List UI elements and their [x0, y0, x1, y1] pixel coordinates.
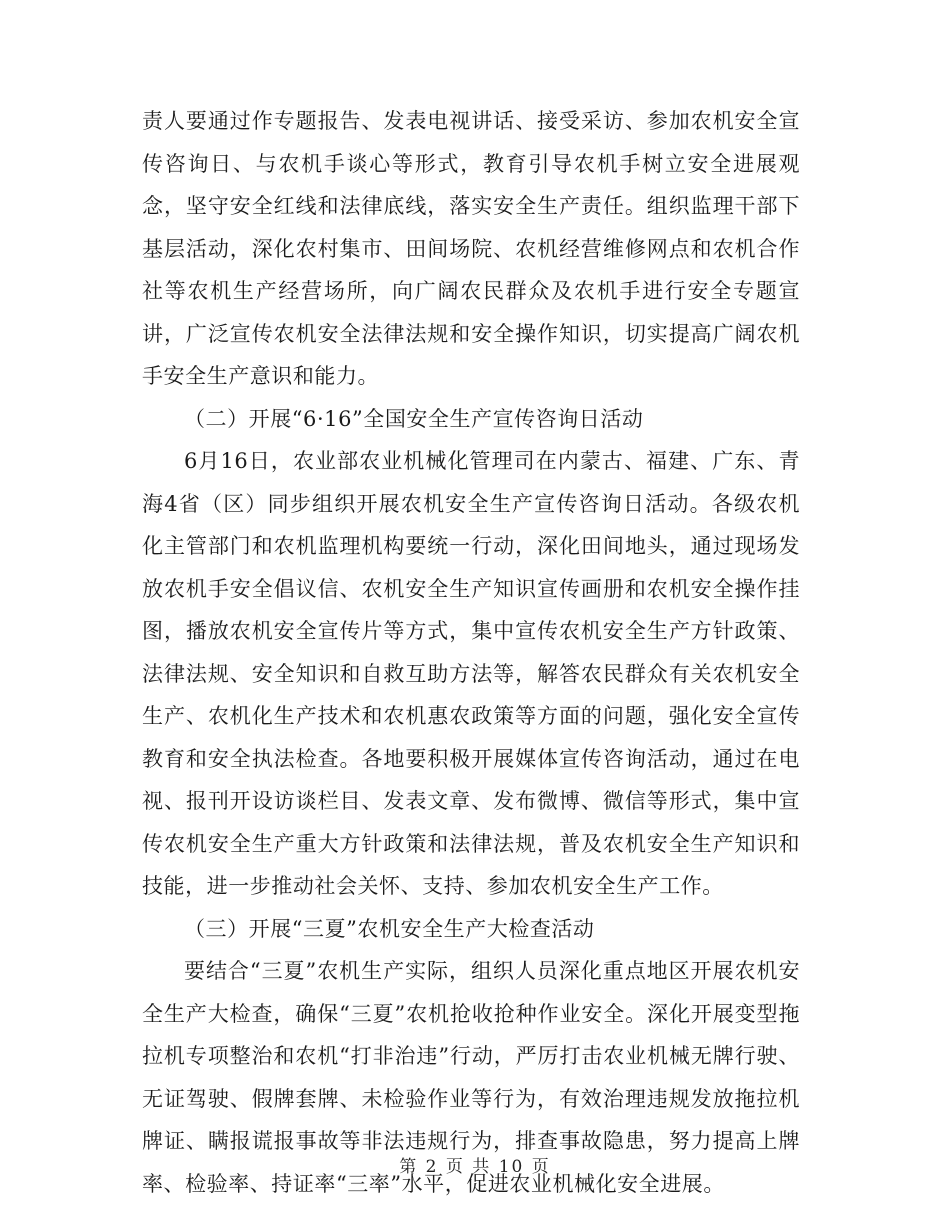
body-paragraph: 要结合“三夏”农机生产实际，组织人员深化重点地区开展农机安全生产大检查，确保“三夏”农机抢收抢种作业安全。深化开展变型拖拉机专项整治和农机“打非治违”行动，严厉打击农业机械无牌行驶、无证驾驶、假牌套牌、未检验作业等行为，有效治理违规发放拖拉机牌证、瞒报谎报事故等非法违规行为，排查事故隐患，努力提高上牌率、检验率、持证率“三率”水平，促进农业机械化安全进展。	[142, 959, 800, 1196]
document-body	[142, 100, 800, 1205]
body-paragraph: 责人要通过作专题报告、发表电视讲话、接受采访、参加农机安全宣传咨询日、与农机手谈心等形式，教育引导农机手树立安全进展观念，坚守安全红线和法律底线，落实安全生产责任。组织监理干部下基层活动，深化农村集市、田间场院、农机经营维修网点和农机合作社等农机生产经营场所，向广阔农民群众及农机手进行安全专题宣讲，广泛宣传农机安全法律法规和安全操作知识，切实提高广阔农机手安全生产意识和能力。	[142, 109, 800, 388]
body-paragraph: 6月16日，农业部农业机械化管理司在内蒙古、福建、广东、青海4省（区）同步组织开展农机安全生产宣传咨询日活动。各级农机化主管部门和农机监理机构要统一行动，深化田间地头，通过现场发放农机手安全倡议信、农机安全生产知识宣传画册和农机安全操作挂图，播放农机安全宣传片等方式，集中宣传农机安全生产方针政策、法律法规、安全知识和自救互助方法等，解答农民群众有关农机安全生产、农机化生产技术和农机惠农政策等方面的问题，强化安全宣传教育和安全执法检查。各地要积极开展媒体宣传咨询活动，通过在电视、报刊开设访谈栏目、发表文章、发布微博、微信等形式，集中宣传农机安全生产重大方针政策和法律法规，普及农机安全生产知识和技能，进一步推动社会关怀、支持、参加农机安全生产工作。	[142, 449, 800, 898]
page-footer: 第 2 页 共 10 页	[399, 1157, 551, 1177]
section-heading: （二）开展“6·16”全国安全生产宣传咨询日活动	[184, 406, 644, 431]
section-heading: （三）开展“三夏”农机安全生产大检查活动	[184, 916, 595, 941]
